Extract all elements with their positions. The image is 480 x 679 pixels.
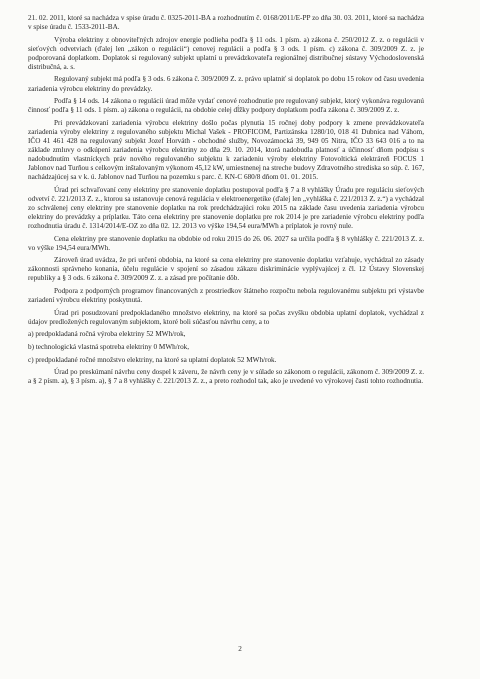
paragraph-price-approval: Úrad pri schvaľovaní ceny elektriny pre stanovenie doplatku postupoval podľa § 7 a 8 vyhlášky Úradu pre reguláciu sieťových odvetví č. 221/2013 Z. z., ktorou sa ustanovuje cenová regulácia v elektroenergetike (ďalej len „vyhláška č. 221/2013 Z. z.“) a vychádzal zo schválenej ceny elektriny pre stanovenie doplatku na rok predchádzajúci roku 2015 na základe času uvedenia zariadenia výrobcu elektriny do prevádzky a príplatku. Táto cena elektriny pre stanovenie doplatku pre rok 2014 je pre zariadenie výrobcu elektriny podľa rozhodnutia úradu č. 1314/2014/E-OZ zo dňa 02. 12. 2013 vo výške 194,54 eura/MWh a príplatok je rovný nule. <box>28 185 424 230</box>
paragraph-price-decision-scope: Podľa § 14 ods. 14 zákona o regulácii úrad môže vydať cenové rozhodnutie pre regulovaný subjekt, ktorý vykonáva regulovanú činnosť podľa § 11 ods. 1 písm. a) zákona o regulácii, na obdobie celej dĺžky podpory doplatkom podľa zákona č. 309/2009 Z. z. <box>28 97 424 115</box>
list-item-annual-production: a) predpokladaná ročná výroba elektriny 52 MWh/rok, <box>28 330 186 339</box>
paragraph-support-duration: Regulovaný subjekt má podľa § 3 ods. 6 zákona č. 309/2009 Z. z. právo uplatniť si doplatok po dobu 15 rokov od času uvedenia zariadenia výrobcu elektriny do prevádzky. <box>28 75 424 93</box>
paragraph-electricity-quantity: Úrad pri posudzovaní predpokladaného množstvo elektriny, na ktoré sa počas zvyšku obdobia uplatní doplatok, vychádzal z údajov predložených regulovaným subjektom, ktoré boli súčasťou návrhu ceny, a to <box>28 308 424 326</box>
paragraph-period-justification: Zároveň úrad uvádza, že pri určení obdobia, na ktoré sa cena elektriny pre stanovenie doplatku vzťahuje, vychádzal zo zásady zákonnosti správneho konania, účelu regulácie v spojení so zásadou zákazu diskriminácie vyplývajúcej z čl. 12 Ústavy Slovenskej republiky a § 3 ods. 6 zákona č. 309/2009 Z. z. a zásad pre počítanie dôb. <box>28 256 424 283</box>
paragraph-continuation: 21. 02. 2011, ktoré sa nachádza v spise úradu č. 0325-2011-BA a rozhodnutím č. 0168/2011/E-PP zo dňa 30. 03. 2011, ktoré sa nachádza v spise úradu č. 1533-2011-BA. <box>28 14 424 32</box>
page-number: 2 <box>238 645 242 653</box>
list-item-supported-quantity: c) predpokladané ročné množstvo elektriny, na ktoré sa uplatní doplatok 52 MWh/rok. <box>28 355 277 364</box>
paragraph-price-regulation: Výroba elektriny z obnoviteľných zdrojov energie podlieha podľa § 11 ods. 1 písm. a) zákona č. 250/2012 Z. z. o regulácii v sieťových odvetviach (ďalej len „zákon o regulácii“) cenovej regulácii a podľa § 3 ods. 1 písm. c) zákona č. 309/2009 Z. z. je podporovaná doplatkom. Doplatok si regulovaný subjekt uplatní u prevádzkovateľa regionálnej distribučnej sústavy Východoslovenská distribučná, a. s. <box>28 35 424 71</box>
paragraph-price-determination: Cena elektriny pre stanovenie doplatku na obdobie od roku 2015 do 26. 06. 2027 sa určila podľa § 8 vyhlášky č. 221/2013 Z. z. vo výške 194,54 eura/MWh. <box>28 234 424 252</box>
paragraph-conclusion: Úrad po preskúmaní návrhu ceny dospel k záveru, že návrh ceny je v súlade so zákonom o regulácii, zákonom č. 309/2009 Z. z. a § 2 písm. a), § 3 písm. a), § 7 a 8 vyhlášky č. 221/2013 Z. z., a preto rozhodol tak, ako je uvedené vo výrokovej časti tohto rozhodnutia. <box>28 368 424 386</box>
paragraph-state-support: Podpora z podporných programov financovaných z prostriedkov štátneho rozpočtu nebola regulovanému subjektu pri výstavbe zariadení výrobcu elektriny poskytnutá. <box>28 287 424 305</box>
list-item-own-consumption: b) technologická vlastná spotreba elektriny 0 MWh/rok, <box>28 343 190 352</box>
paragraph-operator-change: Pri prevádzkovaní zariadenia výrobcu elektriny došlo počas plynutia 15 ročnej doby podpory k zmene prevádzkovateľa zariadenia výroby elektriny z regulovaného subjektu Michal Vašek - PROFICOM, Partizánska 1280/10, 018 41 Dubnica nad Váhom, IČO 41 461 428 na regulovaný subjekt Jozef Horváth - obchodné služby, Novozámocká 39, 949 05 Nitra, IČO 33 643 016 a to na základe zmluvy o odkúpení zariadenia výrobcu elektriny zo dňa 29. 10. 2014, ktorá nadobudla platnosť a účinnosť dňom podpisu s nadobudnutím vlastníckych práv nového regulovaného subjektu k zariadeniu výroby elektriny Fotovoltická elektráreň FOCUS 1 Jablonov nad Turňou s celkovým inštalovaným výkonom 45,12 kW, umiestnenej na streche budovy Zdravotného strediska so súp. č. 167, nachádzajúcej sa v k. ú. Jablonov nad Turňou na pozemku s parc. č. KN-C 680/8 dňom 01. 01. 2015. <box>28 118 424 182</box>
